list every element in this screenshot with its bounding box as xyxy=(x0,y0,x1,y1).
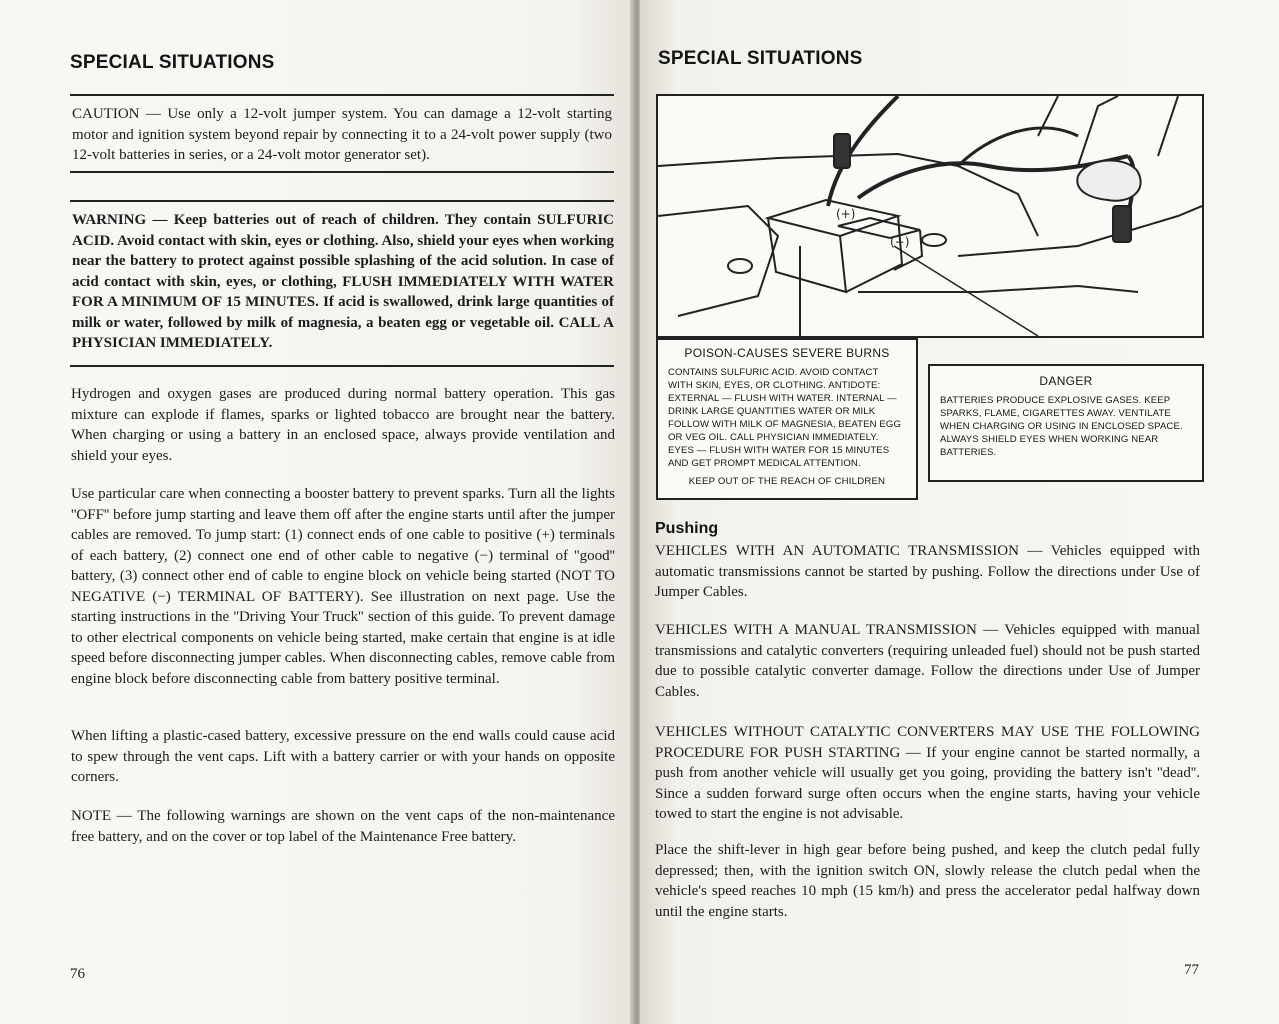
poison-warning-label xyxy=(656,338,918,500)
jumper-cable-drawing xyxy=(658,96,1202,336)
pushing-heading: Pushing xyxy=(655,520,719,537)
warning-bottom-rule xyxy=(70,365,614,367)
page-heading: SPECIAL SITUATIONS xyxy=(70,52,275,73)
page-number: 77 xyxy=(1184,962,1199,978)
warning-text: WARNING — Keep batteries out of reach of children. They contain SULFURIC ACID. Avoid contact with skin, eyes or clothing. Also, shield your eyes when working near the battery to protect against possible splashing of the acid solution. In case of acid contact with skin, eyes, or clothing, FLUSH IMMEDIATELY WITH WATER FOR A MINIMUM OF 15 MINUTES. If acid is swallowed, drink large quantities of milk or water, followed by milk of magnesia, a beaten egg or vegetable oil. CALL A PHYSICIAN IMMEDIATELY. xyxy=(72,212,614,351)
shift-lever-paragraph: Place the shift-lever in high gear before being pushed, and keep the clutch pedal fully depressed; then, with the ignition switch ON, slowly release the clutch pedal when the vehicle's speed reaches 10 mph (15 km/h) and press the accelerator pedal halfway down until the engine starts. xyxy=(655,842,1200,920)
left-page xyxy=(0,0,636,1024)
without-converters-paragraph: VEHICLES WITHOUT CATALYTIC CONVERTERS MAY USE THE FOLLOWING PROCEDURE FOR PUSH STARTING — If your engine cannot be started normally, a push from another vehicle will usually get you going, providing the battery isn't ''dead''. Since a sudden forward surge often occurs when the engine starts, having your vehicle towed to start the engine is not advisable. xyxy=(655,724,1200,822)
automatic-transmission-paragraph: VEHICLES WITH AN AUTOMATIC TRANSMISSION — Vehicles equipped with automatic transmissions cannot be started by pushing. Follow the directions under Use of Jumper Cables. xyxy=(655,543,1200,600)
booster-paragraph: Use particular care when connecting a booster battery to prevent sparks. Turn all the lights ''OFF'' before jump starting and leave them off after the engine starts until after the jumper cables are removed. To jump start: (1) connect ends of one cable to positive (+) terminals of each battery, (2) connect one end of other cable to negative (−) terminal of ''good'' battery, (3) connect other end of cable to engine block on vehicle being started (NOT TO NEGATIVE (−) TERMINAL OF BATTERY). See illustration on next page. Use the starting instructions in the ''Driving Your Truck'' section of this guide. To prevent damage to other electrical components on vehicle being started, make certain that engine is at idle speed before disconnecting jumper cables. When disconnecting cables, remove cable from engine block before disconnecting cable from battery positive terminal. xyxy=(71,486,615,687)
caution-top-rule xyxy=(70,94,614,96)
page-heading: SPECIAL SITUATIONS xyxy=(658,48,863,69)
hydrogen-paragraph: Hydrogen and oxygen gases are produced during normal battery operation. This gas mixture can explode if flames, sparks or lighted tobacco are brought near the battery. When charging or using a battery in an enclosed space, always provide ventilation and shield your eyes. xyxy=(71,386,615,464)
danger-warning-label xyxy=(928,364,1204,482)
caution-text: CAUTION — Use only a 12-volt jumper system. You can damage a 12-volt starting motor and ignition system beyond repair by connecting it to a 24-volt power supply (two 12-volt batteries in series, or a 24-volt motor generator set). xyxy=(72,106,612,163)
danger-label-body: BATTERIES PRODUCE EXPLOSIVE GASES. KEEP SPARKS, FLAME, CIGARETTES AWAY. VENTILATE WHEN CHARGING OR USING IN ENCLOSED SPACE. ALWAYS SHIELD EYES WHEN WORKING NEAR BATTERIES. xyxy=(940,395,1183,458)
danger-label-title: DANGER xyxy=(1039,374,1093,388)
caution-bottom-rule xyxy=(70,171,614,173)
poison-label-body: CONTAINS SULFURIC ACID. AVOID CONTACT WITH SKIN, EYES, OR CLOTHING. ANTIDOTE: EXTERNAL — FLUSH WITH WATER. INTERNAL — DRINK LARGE QUANTITIES WATER OR MILK FOLLOW WITH MILK OF MAGNESIA, BEATEN EGG OR VEG OIL. CALL PHYSICIAN IMMEDIATELY. EYES — FLUSH WITH WATER FOR 15 MINUTES AND GET PROMPT MEDICAL ATTENTION. xyxy=(668,367,902,469)
svg-text:(+): (+) xyxy=(836,207,856,221)
warning-top-rule xyxy=(70,200,614,202)
poison-label-footer: KEEP OUT OF THE REACH OF CHILDREN xyxy=(688,476,886,487)
note-paragraph: NOTE — The following warnings are shown on the vent caps of the non-maintenance free battery, and on the cover or top label of the Maintenance Free battery. xyxy=(71,808,615,845)
lifting-paragraph: When lifting a plastic-cased battery, excessive pressure on the end walls could cause acid to spew through the vent caps. Lift with a battery carrier or with your hands on opposite corners. xyxy=(71,728,615,785)
poison-label-title: POISON-CAUSES SEVERE BURNS xyxy=(684,346,890,360)
manual-transmission-paragraph: VEHICLES WITH A MANUAL TRANSMISSION — Vehicles equipped with manual transmissions and catalytic converters (requiring unleaded fuel) should not be push started due to possible catalytic converter damage. Follow the directions under Use of Jumper Cables. xyxy=(655,622,1200,700)
page-number: 76 xyxy=(70,966,85,982)
battery-jumper-illustration xyxy=(656,94,1204,338)
right-page xyxy=(640,0,1279,1024)
svg-text:(−): (−) xyxy=(890,235,910,249)
